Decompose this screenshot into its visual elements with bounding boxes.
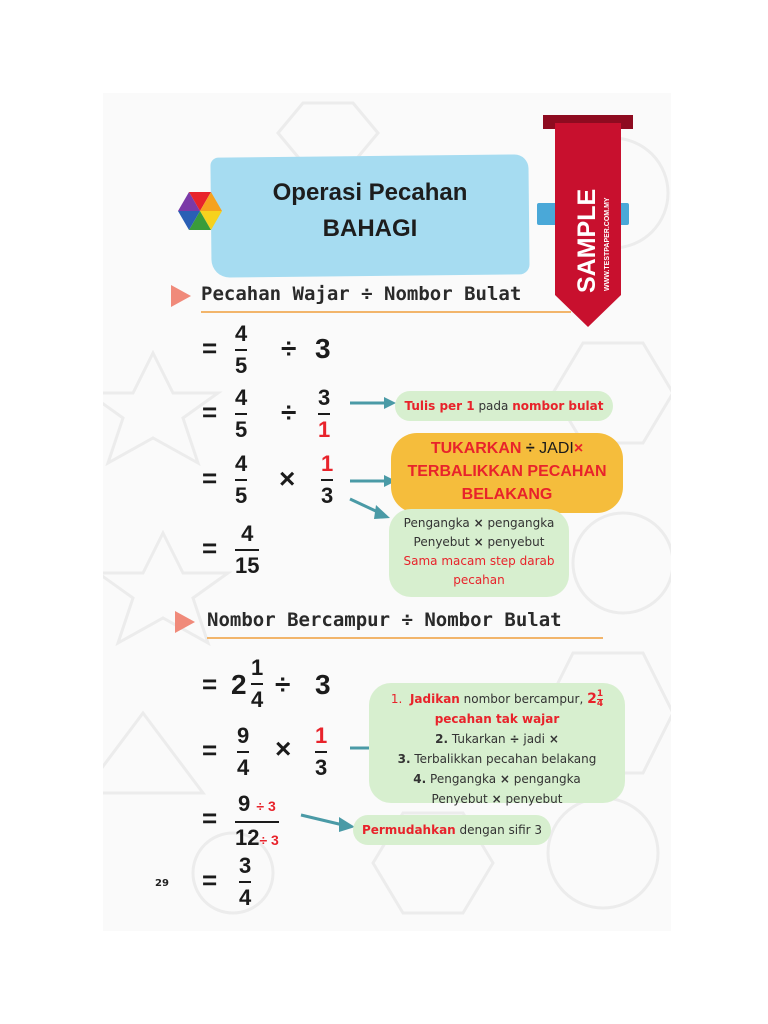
title-line-2: BAHAGI xyxy=(322,215,418,242)
section2-arrow-icon xyxy=(175,611,195,633)
s1-step3-right-fraction: 1 3 xyxy=(321,451,334,508)
ribbon-label: SAMPLE xyxy=(573,188,601,293)
s2-note-simplify: Permudahkan dengan sifir 3 xyxy=(353,815,551,845)
s2-arrow-2-icon xyxy=(299,811,357,833)
s2-step1-equals: = xyxy=(202,669,218,699)
s2-step2-multiply: × xyxy=(275,733,292,764)
s2-step1-fraction: 1 4 xyxy=(251,655,264,712)
s2-step3-fraction: 9 ÷ 3 12÷ 3 xyxy=(235,791,279,850)
s1-step2-equals: = xyxy=(202,397,218,427)
s2-step3-equals: = xyxy=(202,803,218,833)
s1-note-write-per-one: Tulis per 1 pada nombor bulat xyxy=(395,391,613,421)
s1-step1-divide: ÷ xyxy=(281,333,297,364)
title-line-1: Operasi Pecahan xyxy=(272,179,468,206)
s2-step2-right-fraction: 1 3 xyxy=(315,723,328,780)
s1-step3-fraction: 4 5 xyxy=(235,451,248,508)
worksheet-page xyxy=(103,93,671,931)
color-hexagon-icon xyxy=(178,191,222,231)
s1-step3-multiply: × xyxy=(279,463,296,494)
s1-arrow-1-icon xyxy=(348,393,398,413)
s1-arrow-3-icon xyxy=(348,493,393,523)
ribbon-site: WWW.TESTPAPER.COM.MY xyxy=(604,197,611,291)
s1-step2-fraction: 4 5 xyxy=(235,385,248,442)
s1-step4-equals: = xyxy=(202,533,218,563)
page-number: 29 xyxy=(155,878,169,889)
page-title xyxy=(231,175,509,247)
s1-step1-rhs: 3 xyxy=(315,333,331,364)
sample-ribbon-icon xyxy=(543,115,633,327)
section1-heading: Pecahan Wajar ÷ Nombor Bulat xyxy=(201,283,522,305)
s1-step4-fraction: 4 15 xyxy=(235,521,260,578)
s2-step2-fraction: 9 4 xyxy=(237,723,250,780)
section1-underline xyxy=(201,311,571,313)
section2-heading: Nombor Bercampur ÷ Nombor Bulat xyxy=(207,609,562,631)
section1-arrow-icon xyxy=(171,285,191,307)
section2-underline xyxy=(207,637,603,639)
s2-step1-divide: ÷ xyxy=(275,669,291,700)
s1-step1-fraction: 4 5 xyxy=(235,321,248,378)
s2-step2-equals: = xyxy=(202,735,218,765)
s2-step4-fraction: 3 4 xyxy=(239,853,252,910)
s2-note-steps: 1. Jadikan nombor bercampur, 2 $\frac{1}{4}$ pecahan tak wajar 2. Tukarkan ÷ jadi × 3. Terbalikkan pecahan belakang 4. Pengangka × pengangka Penyebut × penyebut xyxy=(369,683,625,803)
s1-note-change-divide: TUKARKAN ÷ JADI× TERBALIKKAN PECAHAN BELAKANG xyxy=(391,433,623,513)
s2-step4-equals: = xyxy=(202,865,218,895)
s1-note-multiply-rule: Pengangka × pengangka Penyebut × penyebut Sama macam step darab pecahan xyxy=(389,509,569,597)
s1-step3-equals: = xyxy=(202,463,218,493)
s1-step2-right-fraction: 3 1 xyxy=(318,385,331,442)
s1-step1-equals: = xyxy=(202,333,218,363)
s2-step1-whole: 2 xyxy=(231,669,247,700)
s1-step2-divide: ÷ xyxy=(281,397,297,428)
s2-step1-rhs: 3 xyxy=(315,669,331,700)
